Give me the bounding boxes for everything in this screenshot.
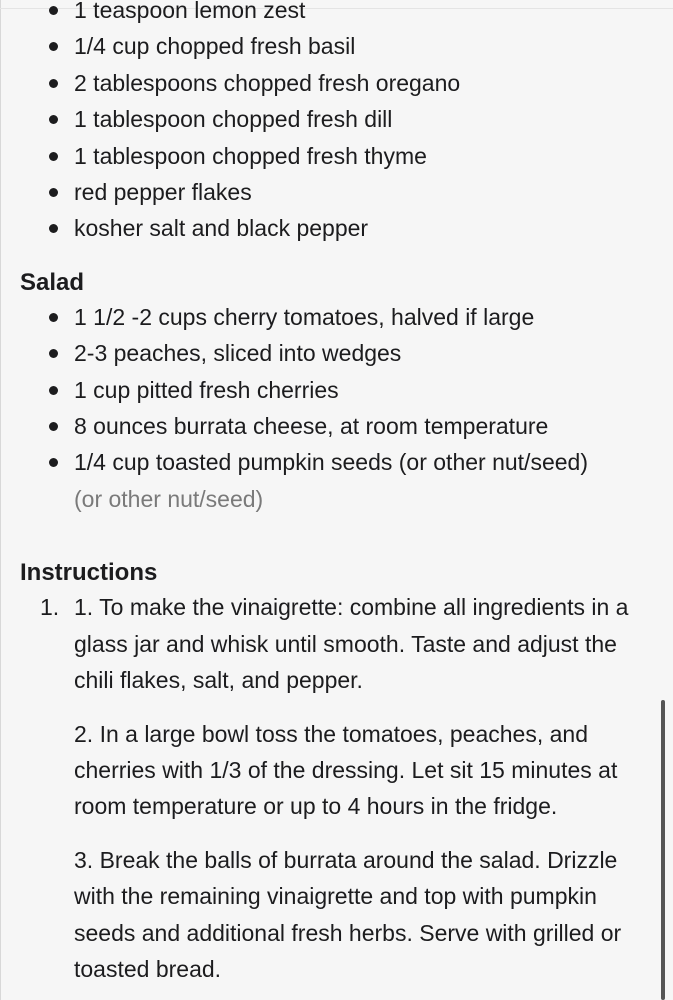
instruction-paragraph: 2. In a large bowl toss the tomatoes, peaches, and cherries with 1/3 of the dressing. Let sit 15 minutes at room temperature or up to 4 hours in the fridge. [74,720,618,820]
salad-item: 8 ounces burrata cheese, at room temperature [20,408,660,444]
salad-ingredients-list [20,299,660,517]
ingredient-item: 1 tablespoon chopped fresh dill [20,101,660,137]
instructions-list [20,589,660,987]
ingredients-list [20,0,660,247]
salad-item: 1 1/2 -2 cups cherry tomatoes, halved if large [20,299,660,335]
bullet-icon [49,458,58,467]
bullet-icon [49,6,58,15]
ingredient-note: (or other nut/seed) [74,485,264,512]
salad-item: 2-3 peaches, sliced into wedges [20,335,660,371]
ingredient-item: red pepper flakes [20,174,660,210]
bullet-icon [49,188,58,197]
bullet-icon [49,386,58,395]
instruction-step [20,589,660,987]
ingredient-item: kosher salt and black pepper [20,210,660,246]
bullet-icon [49,152,58,161]
bullet-icon [49,79,58,88]
salad-heading: Salad [20,268,85,296]
salad-item: 1/4 cup toasted pumpkin seeds (or other nut/seed) (or other nut/seed) [20,444,660,517]
instruction-paragraph: 1. To make the vinaigrette: combine all ingredients in a glass jar and whisk until smooth. Taste and adjust the chili flakes, salt, and pepper. [74,594,629,694]
ingredient-item: 2 tablespoons chopped fresh oregano [20,65,660,101]
ingredient-item: 1 tablespoon chopped fresh thyme [20,138,660,174]
bullet-icon [49,115,58,124]
step-number: 1. [40,594,60,621]
instructions-heading: Instructions [20,559,158,587]
salad-item: 1 cup pitted fresh cherries [20,372,660,408]
ingredient-item: 1/4 cup chopped fresh basil [20,28,660,64]
recipe-content [20,0,660,1000]
bullet-icon [49,313,58,322]
instruction-paragraph: 3. Break the balls of burrata around the salad. Drizzle with the remaining vinaigrette and top with pumpkin seeds and additional fresh herbs. Serve with grilled or toasted bread. [74,846,622,982]
bullet-icon [49,422,58,431]
bullet-icon [49,42,58,51]
bullet-icon [49,349,58,358]
ingredient-item: 1 teaspoon lemon zest [20,0,660,28]
frame-left-edge [0,0,1,1000]
scrollbar-thumb[interactable] [661,700,665,1000]
bullet-icon [49,224,58,233]
